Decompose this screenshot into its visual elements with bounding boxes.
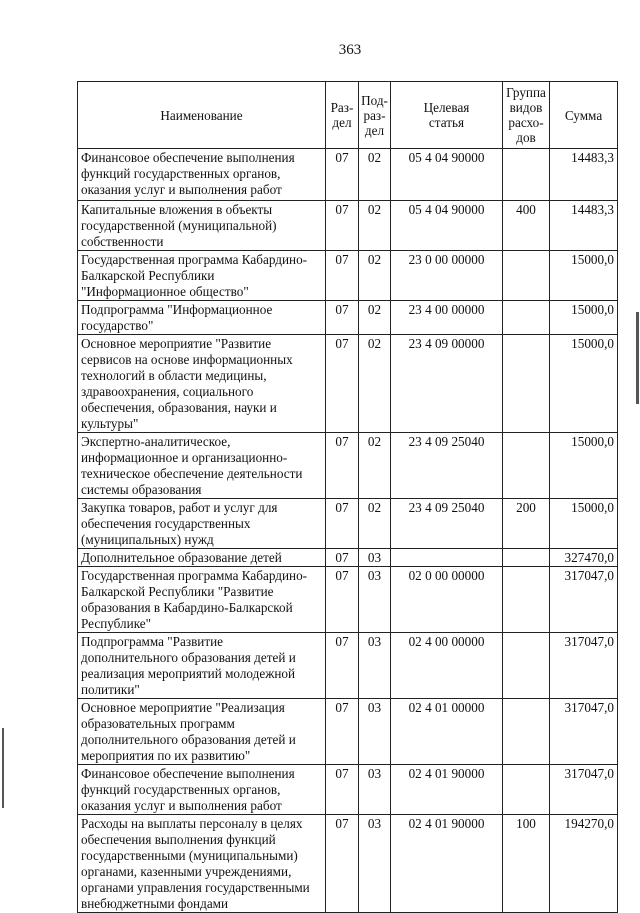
table-row — [78, 815, 618, 913]
row-subsection: 03 — [359, 815, 391, 913]
row-target-article: 02 4 01 90000 — [391, 815, 503, 913]
table-header-row — [78, 82, 618, 149]
row-subsection: 02 — [359, 251, 391, 301]
row-amount: 317047,0 — [550, 765, 618, 815]
table-row — [78, 149, 618, 201]
row-name: Государственная программа Кабардино-Балкарской Республики "Развитие образования в Кабардино-Балкарской Республике" — [78, 567, 326, 633]
row-subsection: 03 — [359, 549, 391, 567]
row-target-article: 23 0 00 00000 — [391, 251, 503, 301]
row-section: 07 — [326, 549, 359, 567]
scan-mark-right — [636, 312, 639, 404]
row-target-article: 23 4 09 25040 — [391, 433, 503, 499]
row-expense-group: 400 — [503, 201, 550, 251]
row-section: 07 — [326, 301, 359, 335]
row-target-article: 05 4 04 90000 — [391, 201, 503, 251]
table-row — [78, 633, 618, 699]
row-expense-group — [503, 149, 550, 201]
row-section: 07 — [326, 335, 359, 433]
table-row — [78, 699, 618, 765]
budget-table — [77, 81, 618, 913]
row-amount: 317047,0 — [550, 633, 618, 699]
row-subsection: 02 — [359, 301, 391, 335]
row-amount: 327470,0 — [550, 549, 618, 567]
row-target-article: 02 4 01 90000 — [391, 765, 503, 815]
header-section: Раз- дел — [326, 82, 359, 149]
row-section: 07 — [326, 201, 359, 251]
header-target: Целевая статья — [391, 82, 503, 149]
table-row — [78, 549, 618, 567]
row-name: Финансовое обеспечение выполнения функций государственных органов, оказания услуг и выполнения работ — [78, 765, 326, 815]
row-expense-group: 100 — [503, 815, 550, 913]
table-row — [78, 567, 618, 633]
row-name: Капитальные вложения в объекты государственной (муниципальной) собственности — [78, 201, 326, 251]
table-row — [78, 335, 618, 433]
row-subsection: 03 — [359, 699, 391, 765]
table-row — [78, 301, 618, 335]
row-subsection: 02 — [359, 433, 391, 499]
row-target-article: 23 4 09 25040 — [391, 499, 503, 549]
table-row — [78, 201, 618, 251]
row-target-article: 05 4 04 90000 — [391, 149, 503, 201]
row-expense-group — [503, 765, 550, 815]
row-target-article: 23 4 00 00000 — [391, 301, 503, 335]
row-section: 07 — [326, 251, 359, 301]
header-amount: Сумма — [550, 82, 618, 149]
row-section: 07 — [326, 149, 359, 201]
row-section: 07 — [326, 433, 359, 499]
row-section: 07 — [326, 633, 359, 699]
row-name: Финансовое обеспечение выполнения функций государственных органов, оказания услуг и выполнения работ — [78, 149, 326, 201]
row-name: Экспертно-аналитическое, информационное и организационно-техническое обеспечение деятельности системы образования — [78, 433, 326, 499]
page-number: 363 — [338, 42, 362, 58]
row-name: Дополнительное образование детей — [78, 549, 326, 567]
row-name: Государственная программа Кабардино-Балкарской Республики "Информационное общество" — [78, 251, 326, 301]
row-subsection: 02 — [359, 335, 391, 433]
row-target-article: 02 0 00 00000 — [391, 567, 503, 633]
row-name: Расходы на выплаты персоналу в целях обеспечения выполнения функций государственными (муниципальными) органами, казенными учреждениями, органами управления государственными внебюджетными фондами — [78, 815, 326, 913]
row-target-article — [391, 549, 503, 567]
row-amount: 14483,3 — [550, 149, 618, 201]
row-subsection: 03 — [359, 633, 391, 699]
row-name: Основное мероприятие "Реализация образовательных программ дополнительного образования детей и мероприятия по их развитию" — [78, 699, 326, 765]
table-row — [78, 251, 618, 301]
scan-mark-left — [2, 728, 4, 808]
row-target-article: 23 4 09 00000 — [391, 335, 503, 433]
row-section: 07 — [326, 567, 359, 633]
row-subsection: 03 — [359, 567, 391, 633]
row-subsection: 02 — [359, 149, 391, 201]
row-expense-group — [503, 433, 550, 499]
row-amount: 15000,0 — [550, 433, 618, 499]
row-expense-group — [503, 251, 550, 301]
row-target-article: 02 4 00 00000 — [391, 633, 503, 699]
table-row — [78, 765, 618, 815]
row-section: 07 — [326, 765, 359, 815]
row-amount: 194270,0 — [550, 815, 618, 913]
row-subsection: 03 — [359, 765, 391, 815]
row-name: Закупка товаров, работ и услуг для обеспечения государственных (муниципальных) нужд — [78, 499, 326, 549]
header-name: Наименование — [78, 82, 326, 149]
row-target-article: 02 4 01 00000 — [391, 699, 503, 765]
row-amount: 15000,0 — [550, 251, 618, 301]
row-expense-group — [503, 301, 550, 335]
row-amount: 15000,0 — [550, 499, 618, 549]
row-amount: 15000,0 — [550, 335, 618, 433]
table-row — [78, 499, 618, 549]
row-name: Основное мероприятие "Развитие сервисов на основе информационных технологий в области медицины, здравоохранения, социального обеспечения, образования, науки и культуры" — [78, 335, 326, 433]
row-expense-group — [503, 567, 550, 633]
row-section: 07 — [326, 699, 359, 765]
row-expense-group: 200 — [503, 499, 550, 549]
header-subsection: Под- раз- дел — [359, 82, 391, 149]
row-expense-group — [503, 549, 550, 567]
table-row — [78, 433, 618, 499]
row-name: Подпрограмма "Информационное государство" — [78, 301, 326, 335]
row-name: Подпрограмма "Развитие дополнительного образования детей и реализация мероприятий молодежной политики" — [78, 633, 326, 699]
row-amount: 317047,0 — [550, 699, 618, 765]
row-amount: 15000,0 — [550, 301, 618, 335]
row-subsection: 02 — [359, 499, 391, 549]
row-section: 07 — [326, 499, 359, 549]
header-expense-group: Группа видов расхо- дов — [503, 82, 550, 149]
row-subsection: 02 — [359, 201, 391, 251]
row-section: 07 — [326, 815, 359, 913]
row-amount: 14483,3 — [550, 201, 618, 251]
row-expense-group — [503, 335, 550, 433]
row-amount: 317047,0 — [550, 567, 618, 633]
row-expense-group — [503, 699, 550, 765]
row-expense-group — [503, 633, 550, 699]
